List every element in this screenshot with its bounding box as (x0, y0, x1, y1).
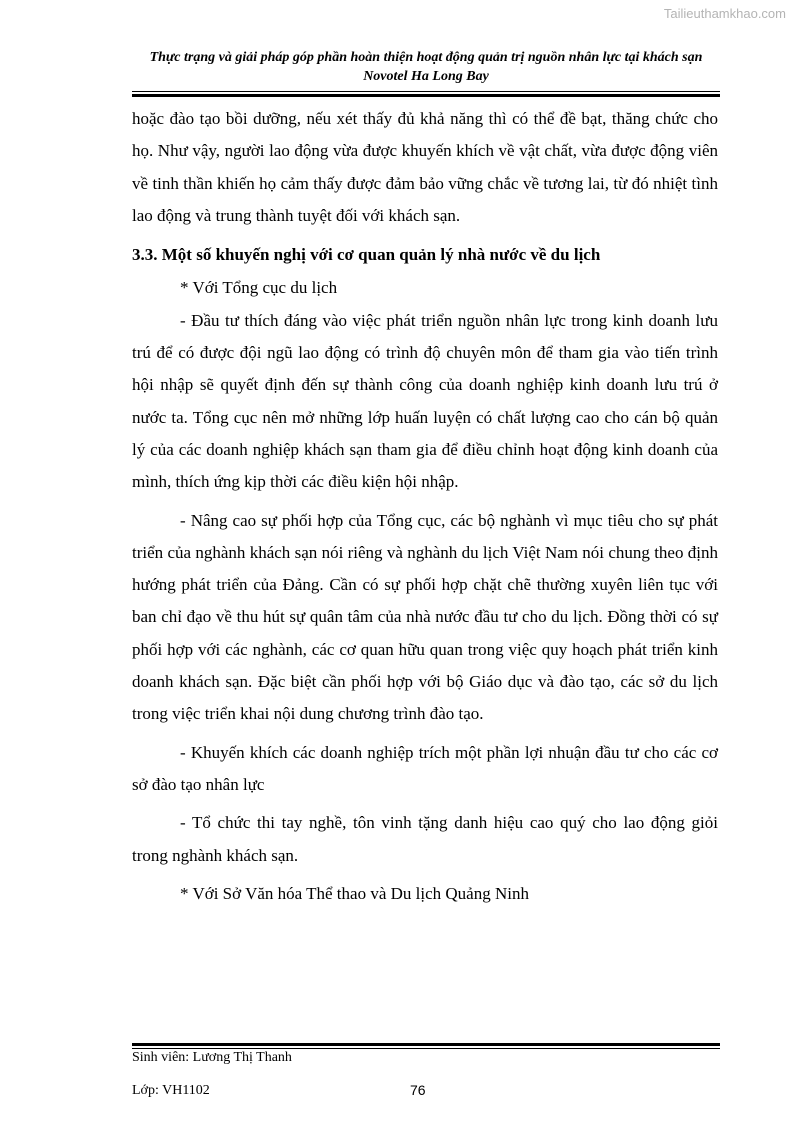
paragraph-coordination: - Nâng cao sự phối hợp của Tổng cục, các bộ nghành vì mục tiêu cho sự phát triển của nghành khách sạn nói riêng và nghành du lịch Việt Nam nói chung theo định hướng phát triển của Đảng. Cần có sự phối hợp chặt chẽ thường xuyên liên tục với ban chỉ đạo về thu hút sự quân tâm của nhà nước đầu tư cho du lịch. Đồng thời có sự phối hợp với các nghành, các cơ quan hữu quan trong việc quy hoạch phát triển kinh doanh khách sạn. Đặc biệt cần phối hợp với bộ Giáo dục và đào tạo, các sở du lịch trong việc triển khai nội dung chương trình đào tạo. (132, 510, 718, 724)
watermark: Tailieuthamkhao.com (663, 6, 786, 21)
footer-divider-thick (132, 1043, 720, 1046)
page-number: 76 (410, 1082, 426, 1098)
header-divider-thin (132, 91, 720, 92)
header-title-line1: Thực trạng và giải pháp góp phần hoàn thiện hoạt động quản trị nguồn nhân lực tại khách sạn (149, 50, 703, 65)
paragraph-competition: - Tổ chức thi tay nghề, tôn vinh tặng danh hiệu cao quý cho lao động giỏi trong nghành khách sạn. (132, 813, 718, 865)
document-body (132, 103, 718, 910)
footer-divider-thin (132, 1048, 720, 1049)
paragraph-encourage: - Khuyến khích các doanh nghiệp trích một phần lợi nhuận đầu tư cho các cơ sở đào tạo nhân lực (132, 742, 718, 794)
subheading-so-van-hoa: * Với Sở Văn hóa Thể thao và Du lịch Quảng Ninh (180, 883, 529, 903)
subheading-tong-cuc: * Với Tổng cục du lịch (180, 278, 338, 298)
footer-student-name: Sinh viên: Lương Thị Thanh (132, 1050, 292, 1065)
page-header (132, 48, 720, 86)
footer-class: Lớp: VH1102 (132, 1083, 210, 1098)
paragraph-investment: - Đầu tư thích đáng vào việc phát triển nguồn nhân lực trong kinh doanh lưu trú để có được đội ngũ lao động có trình độ chuyên môn để tham gia vào tiến trình hội nhập sẽ quyết định đến sự thành công của doanh nghiệp kinh doanh lưu trú ở nước ta. Tổng cục nên mở những lớp huấn luyện có chất lượng cao cho cán bộ quản lý của các doanh nghiệp khách sạn tham gia để điều chỉnh hoạt động kinh doanh của mình, thích ứng kịp thời các điều kiện hội nhập. (132, 310, 718, 492)
paragraph-continued: hoặc đào tạo bồi dưỡng, nếu xét thấy đủ khả năng thì có thể đề bạt, thăng chức cho họ. Như vậy, người lao động vừa được khuyến khích về vật chất, vừa được động viên về tinh thần khiến họ cảm thấy được đảm bảo vững chắc về tương lai, từ đó nhiệt tình lao động và trung thành tuyệt đối với khách sạn. (132, 109, 718, 225)
header-divider-thick (132, 94, 720, 97)
header-title-line2: Novotel Ha Long Bay (363, 69, 489, 84)
section-heading: 3.3. Một số khuyến nghị với cơ quan quản lý nhà nước về du lịch (132, 245, 601, 265)
